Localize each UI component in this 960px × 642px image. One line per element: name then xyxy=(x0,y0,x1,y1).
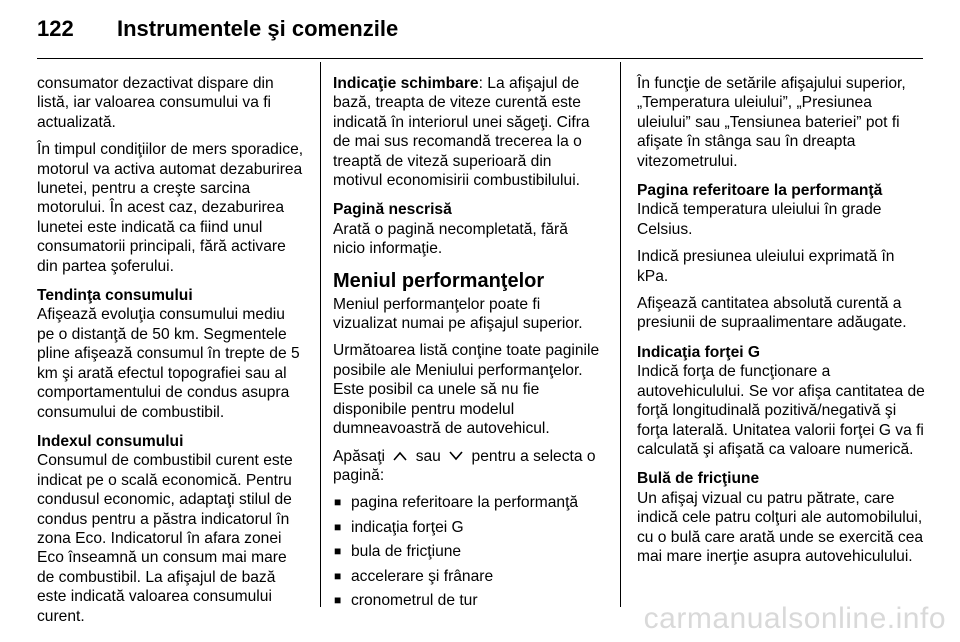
paragraph: În funcţie de setările afişajului superior, „Temperatura uleiului”, „Presiunea uleiului” sau „Tensiunea bateriei” pot fi afişate în stânga sau în dreapta vitezometrului. xyxy=(637,75,906,170)
paragraph xyxy=(333,74,603,190)
list-item: ■ cronometrul de tur xyxy=(333,591,603,610)
column-2 xyxy=(333,74,603,616)
header-rule xyxy=(37,58,923,59)
paragraph: Consumul de combustibil curent este indicat pe o scală economică. Pentru condusul economic, adaptaţi stilul de condus pentru a păstra indicatorul în zona Eco. Indicatorul în afara zonei Eco înseamnă un consum mai mare de combustibil. La afişajul de bază este indicată valoarea consumului curent. xyxy=(37,452,293,625)
page-number: 122 xyxy=(37,16,74,41)
paragraph: Afişează evoluţia consumului mediu pe o distanţă de 50 km. Segmentele pline afişează consumul în trepte de 5 km şi arată efectul topografiei sau al comportamentului de condus asupra consumului de combustibil. xyxy=(37,306,300,421)
paragraph: Indică forţa de funcţionare a autovehiculului. Se vor afişa cantitatea de forţă longitudinală pozitivă/negativă şi forţa laterală. Unitatea valorii forţei G va fi calculată şi afişată ca valoare numerică. xyxy=(637,363,925,458)
column-3 xyxy=(637,74,927,574)
paragraph-text: Apăsaţi xyxy=(333,447,386,465)
column-divider-1 xyxy=(320,62,321,607)
page-title: Instrumentele şi comenzile xyxy=(117,16,399,41)
paragraph: Indică temperatura uleiului în grade Celsius. xyxy=(637,201,882,238)
chevron-up-icon xyxy=(393,447,407,466)
paragraph: Următoarea listă conţine toate paginile posibile ale Meniului performanţelor. Este posibil ca unele să nu fie disponibile pentru modelul dumneavoastră de autovehicul. xyxy=(333,342,600,438)
paragraph: Afişează cantitatea absolută curentă a presiunii de supraalimentare adăugate. xyxy=(637,295,907,332)
section xyxy=(37,432,305,626)
list-item: ■ accelerare şi frânare xyxy=(333,567,603,586)
section-heading: Indexul consumului xyxy=(37,432,184,450)
paragraph-text: sau xyxy=(415,447,441,465)
major-heading: Meniul performanţelor xyxy=(333,269,545,292)
section-heading: Indicaţia forţei G xyxy=(637,343,761,361)
inline-heading: Indicaţie schimbare xyxy=(333,75,479,92)
watermark: carmanualsonline.info xyxy=(643,602,946,635)
section xyxy=(637,469,927,566)
section xyxy=(637,181,927,239)
section-heading: Tendinţa consumului xyxy=(37,287,193,305)
paragraph-text: : La afişajul de bază, treapta de viteze curentă este indicată în interiorul unei săgeţi. Cifra de mai sus recomandă trecerea la o treaptă de viteză superioară din motivul economisirii combustibilului. xyxy=(333,75,590,190)
column-divider-2 xyxy=(620,62,621,607)
list-item: ■ indicaţia forţei G xyxy=(333,518,603,537)
paragraph: Arată o pagină necompletată, fără nicio informaţie. xyxy=(333,220,568,258)
section-heading: Pagină nescrisă xyxy=(333,201,452,219)
paragraph: Un afişaj vizual cu patru pătrate, care indică cele patru colţuri ale automobilului, cu o bulă care arată unde se exercită cea mai mare inerţie asupra autovehiculului. xyxy=(637,489,924,565)
paragraph: În timpul condiţiilor de mers sporadice, motorul va activa automat dezaburirea lunetei, pentru a creşte sarcina motorului. În acest caz, dezaburirea lunetei este indicată ca fiind unul consumatorii principali, fără activare din partea şoferului. xyxy=(37,141,304,275)
section-heading: Bulă de fricţiune xyxy=(637,470,760,488)
paragraph: Meniul performanţelor poate fi vizualizat numai pe afişajul superior. xyxy=(333,295,583,333)
paragraph: consumator dezactivat dispare din listă, iar valoarea consumului va fi actualizată. xyxy=(37,75,274,131)
page-list xyxy=(333,493,603,610)
paragraph xyxy=(333,447,603,486)
page-header xyxy=(37,16,398,50)
paragraph-text: pentru a selecta o pagină: xyxy=(333,447,596,485)
paragraph: Indică presiunea uleiului exprimată în kPa. xyxy=(637,248,895,285)
section-heading: Pagina referitoare la performanţă xyxy=(637,182,883,200)
list-item: ■ pagina referitoare la performanţă xyxy=(333,493,603,512)
section xyxy=(637,343,927,459)
list-item: ■ bula de fricţiune xyxy=(333,542,603,561)
section xyxy=(333,200,603,258)
chevron-down-icon xyxy=(449,447,463,466)
column-1 xyxy=(37,74,305,634)
section xyxy=(37,286,305,422)
